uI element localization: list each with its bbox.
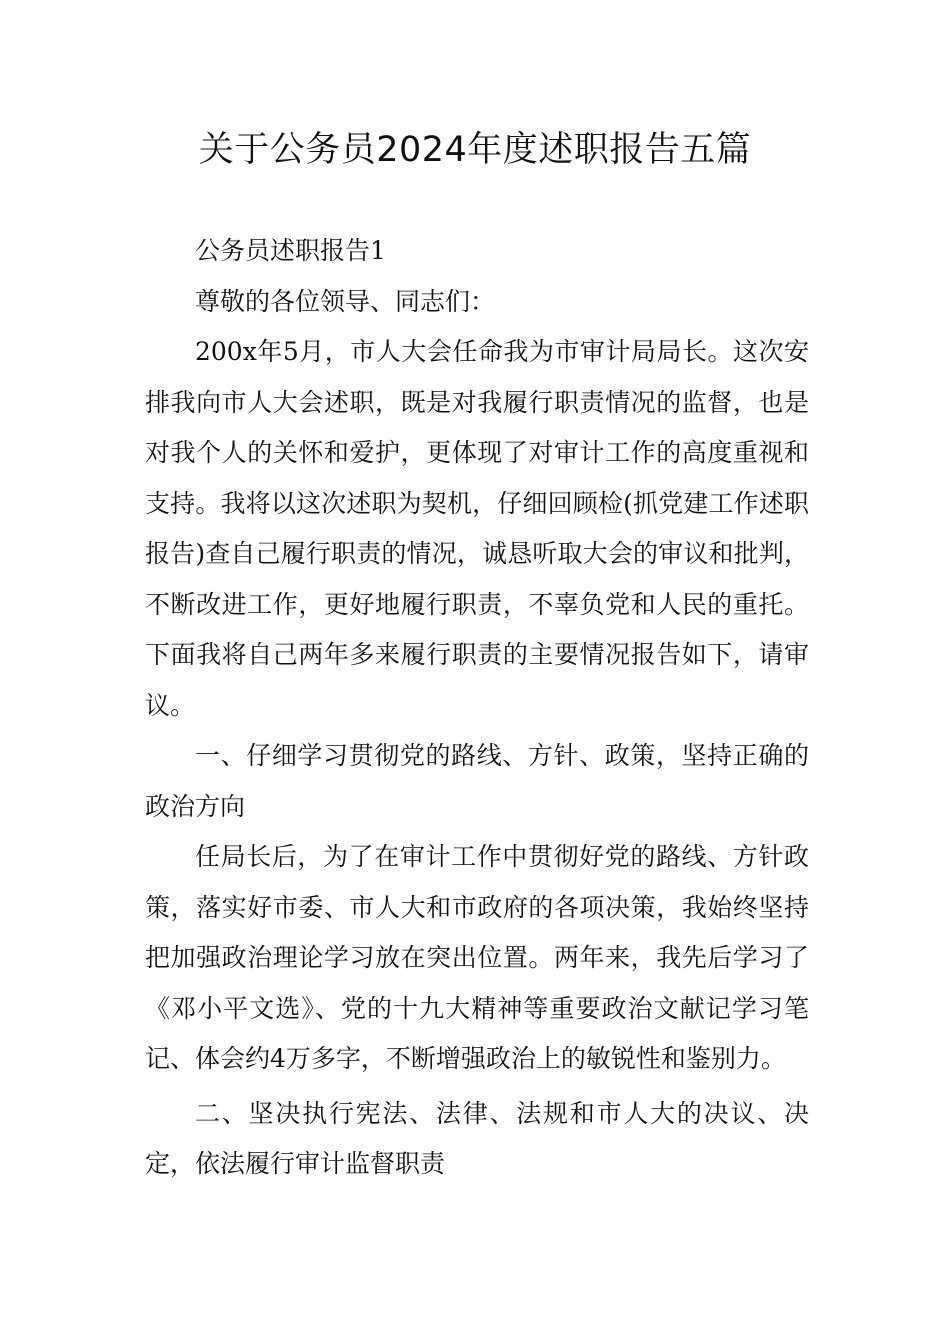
section-heading-one: 一、仔细学习贯彻党的路线、方针、政策，坚持正确的政治方向 bbox=[145, 741, 809, 821]
section-heading-two: 二、坚决执行宪法、法律、法规和市人大的决议、决定，依法履行审计监督职责 bbox=[145, 1098, 809, 1178]
document-body bbox=[145, 226, 809, 1190]
salutation: 尊敬的各位领导、同志们： bbox=[195, 286, 496, 316]
intro-paragraph: 200x年5月，市人大会任命我为市审计局局长。这次安排我向市人大会述职，既是对我履行职责情况的监督，也是对我个人的关怀和爱护，更体现了对审计工作的高度重视和支持。我将以这次述职为契机，仔细回顾检(抓党建工作述职报告)查自己履行职责的情况，诚恳听取大会的审议和批判，不断改进工作，更好地履行职责，不辜负党和人民的重托。下面我将自己两年多来履行职责的主要情况报告如下，请审议。 bbox=[145, 337, 809, 720]
document-title: 关于公务员2024年度述职报告五篇 bbox=[198, 130, 752, 170]
report-heading: 公务员述职报告1 bbox=[195, 236, 386, 265]
section-one-paragraph: 任局长后，为了在审计工作中贯彻好党的路线、方针政策，落实好市委、市人大和市政府的各项决策，我始终坚持把加强政治理论学习放在突出位置。两年来，我先后学习了《邓小平文选》、党的十九大精神等重要政治文献记学习笔记、体会约4万多字，不断增强政治上的敏锐性和鉴别力。 bbox=[145, 842, 809, 1073]
